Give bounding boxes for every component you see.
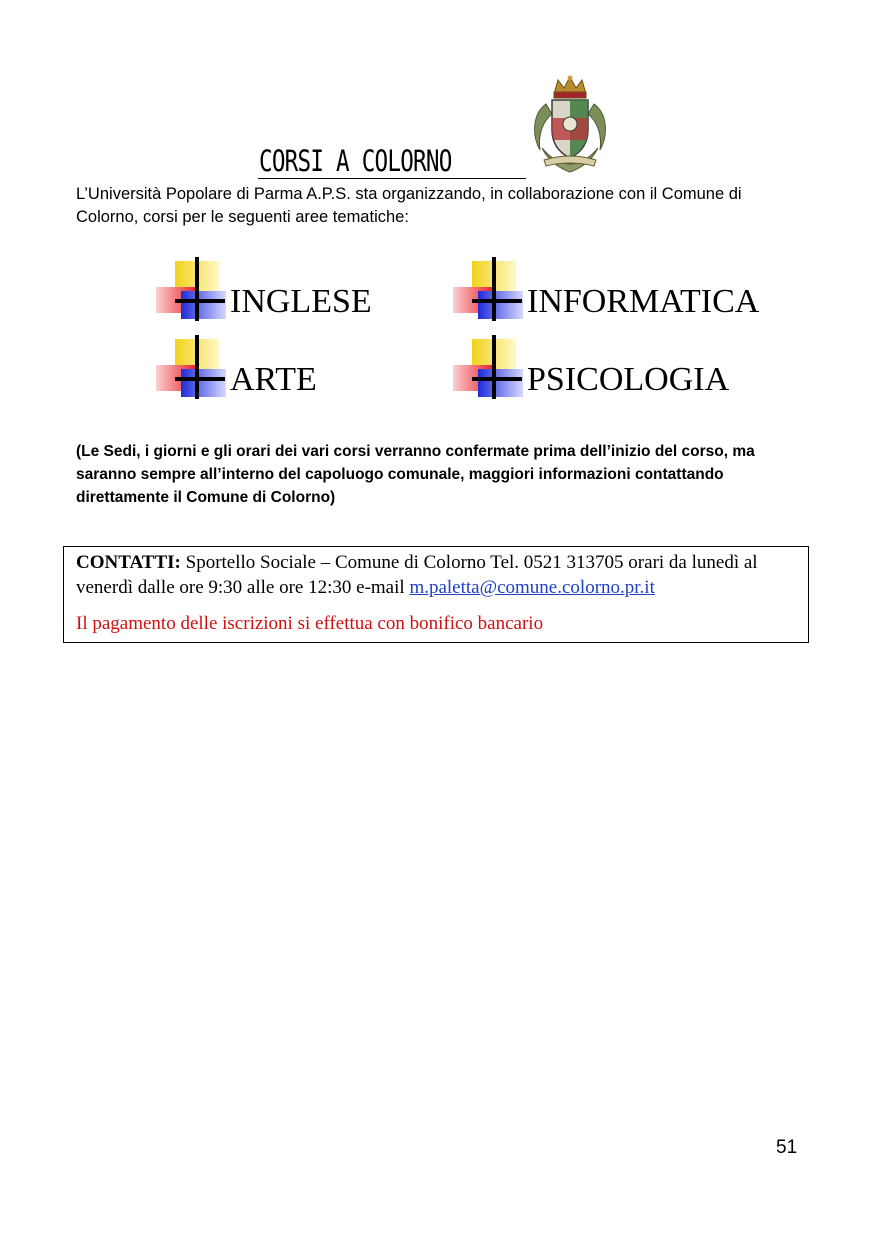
contacts-info	[76, 550, 796, 600]
colored-squares-bullet-icon	[156, 257, 226, 321]
notice-paragraph: (Le Sedi, i giorni e gli orari dei vari corsi verranno confermate prima dell’inizio del corso, ma saranno sempre all’interno del capoluogo comunale, maggiori informazioni contattando direttamente il Comune di Colorno)	[76, 443, 755, 506]
payment-note: Il pagamento delle iscrizioni si effettua con bonifico bancario	[76, 613, 544, 634]
contacts-text: Sportello Sociale – Comune di Colorno Tel. 0521 313705 orari da lunedì al venerdì dalle ore 9:30 alle ore 12:30 e-mail	[76, 552, 758, 598]
colored-squares-bullet-icon	[156, 335, 226, 399]
email-link[interactable]: m.paletta@comune.colorno.pr.it	[409, 577, 655, 598]
course-label: INFORMATICA	[527, 283, 760, 320]
intro-paragraph: L’Università Popolare di Parma A.P.S. sta organizzando, in collaborazione con il Comune di Colorno, corsi per le seguenti aree tematiche:	[76, 185, 742, 226]
course-label: ARTE	[230, 361, 317, 398]
page-number: 51	[776, 1137, 798, 1158]
coat-of-arms-icon	[528, 74, 612, 174]
page-title: CORSI A COLORNO	[259, 144, 452, 178]
colored-squares-bullet-icon	[453, 335, 523, 399]
course-label: PSICOLOGIA	[527, 361, 730, 398]
colored-squares-bullet-icon	[453, 257, 523, 321]
contacts-box	[63, 546, 809, 643]
contacts-lead: CONTATTI:	[76, 552, 181, 573]
title-underline	[258, 178, 526, 179]
course-label: INGLESE	[230, 283, 372, 320]
